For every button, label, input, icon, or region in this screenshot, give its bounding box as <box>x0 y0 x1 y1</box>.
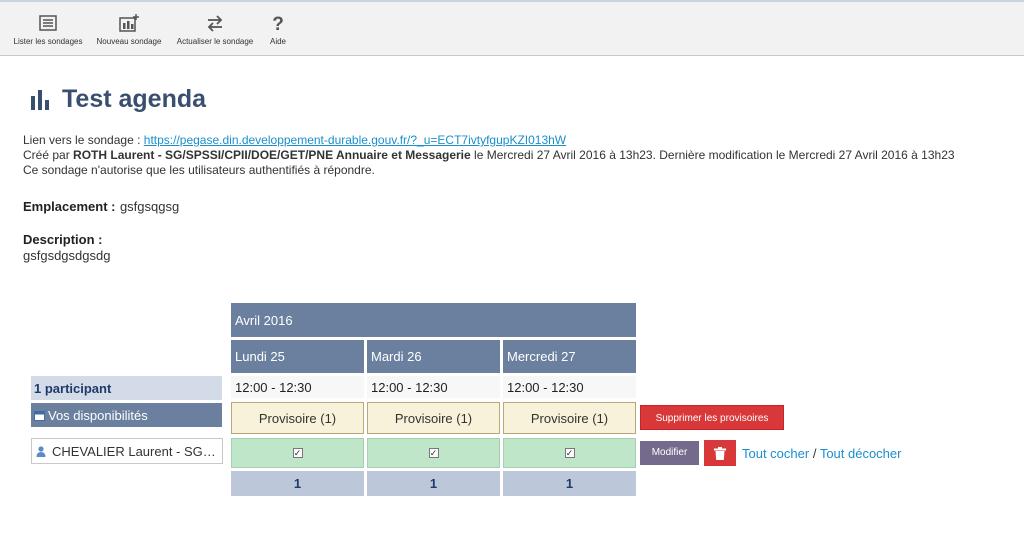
day-header: Lundi 25 <box>231 340 364 373</box>
provisional-button[interactable]: Provisoire (1) <box>503 402 636 434</box>
total-count: 1 <box>231 471 364 496</box>
toolbar <box>0 0 1024 56</box>
modify-button[interactable]: Modifier <box>640 441 699 465</box>
new-poll-button[interactable] <box>92 8 166 52</box>
delete-button[interactable] <box>704 440 736 466</box>
refresh-poll-label: Actualiser le sondage <box>176 37 254 46</box>
list-polls-button[interactable] <box>10 8 86 52</box>
refresh-poll-button[interactable] <box>171 8 259 52</box>
poll-title: Test agenda <box>62 84 207 113</box>
participant-name: CHEVALIER Laurent - SG… <box>52 443 216 459</box>
day-header: Mardi 26 <box>367 340 500 373</box>
availability-checkbox[interactable]: ✓ <box>429 448 438 458</box>
help-icon <box>271 12 285 34</box>
svg-text:?: ? <box>272 14 284 34</box>
provisional-button[interactable]: Provisoire (1) <box>367 402 500 434</box>
list-icon <box>38 12 58 34</box>
refresh-icon <box>205 12 225 34</box>
created-prefix: Créé par <box>23 148 70 162</box>
availability-cell <box>503 438 636 468</box>
trash-icon <box>714 447 726 460</box>
location <box>23 198 179 216</box>
time-slot: 12:00 - 12:30 <box>367 376 500 398</box>
availability-checkbox[interactable]: ✓ <box>565 448 574 458</box>
uncheck-all-link[interactable]: Tout décocher <box>819 446 902 461</box>
poll-link[interactable]: https://pegase.din.developpement-durable.gouv.fr/?_u=ECT7ivtyfgupKZI013hW <box>143 133 567 147</box>
author-name: ROTH Laurent - SG/SPSSI/CPII/DOE/GET/PNE Annuaire et Messagerie <box>73 148 471 162</box>
availability-cell <box>367 438 500 468</box>
poll-link-label: Lien vers le sondage : <box>23 133 141 147</box>
link-separator: / <box>809 446 820 461</box>
availability-header <box>31 403 222 427</box>
page-title <box>30 84 206 114</box>
availability-cell <box>231 438 364 468</box>
created-suffix: le Mercredi 27 Avril 2016 à 13h23. Dernière modification le Mercredi 27 Avril 2016 à 13h23 <box>474 148 955 162</box>
availability-label: Vos disponibilités <box>48 407 148 423</box>
poll-link-line <box>23 133 955 148</box>
total-count: 1 <box>367 471 500 496</box>
list-polls-label: Lister les sondages <box>13 37 83 46</box>
month-header: Avril 2016 <box>231 303 636 337</box>
auth-note: Ce sondage n'autorise que les utilisateurs authentifiés à répondre. <box>23 163 375 177</box>
created-by-line <box>23 148 955 163</box>
time-slot: 12:00 - 12:30 <box>231 376 364 398</box>
day-header: Mercredi 27 <box>503 340 636 373</box>
description-value: gsfgsdgsdgsdg <box>23 248 111 263</box>
help-label: Aide <box>269 37 286 46</box>
check-all-link[interactable]: Tout cocher <box>742 446 810 461</box>
new-poll-icon <box>118 12 140 34</box>
total-count: 1 <box>503 471 636 496</box>
description <box>23 232 110 264</box>
bar-chart-icon <box>30 88 50 110</box>
calendar-icon <box>34 410 45 421</box>
user-icon <box>36 446 46 457</box>
poll-info <box>23 133 955 178</box>
time-slot: 12:00 - 12:30 <box>503 376 636 398</box>
location-value: gsfgsqgsg <box>119 199 180 214</box>
description-label: Description : <box>23 232 103 247</box>
participants-count: 1 participant <box>31 376 222 400</box>
provisional-button[interactable]: Provisoire (1) <box>231 402 364 434</box>
location-label: Emplacement : <box>23 199 116 214</box>
participant-row <box>31 438 223 464</box>
new-poll-label: Nouveau sondage <box>96 37 162 46</box>
help-button[interactable] <box>263 8 293 52</box>
delete-provisional-button[interactable]: Supprimer les provisoires <box>640 405 784 430</box>
check-links <box>742 446 901 461</box>
availability-checkbox[interactable]: ✓ <box>293 448 302 458</box>
